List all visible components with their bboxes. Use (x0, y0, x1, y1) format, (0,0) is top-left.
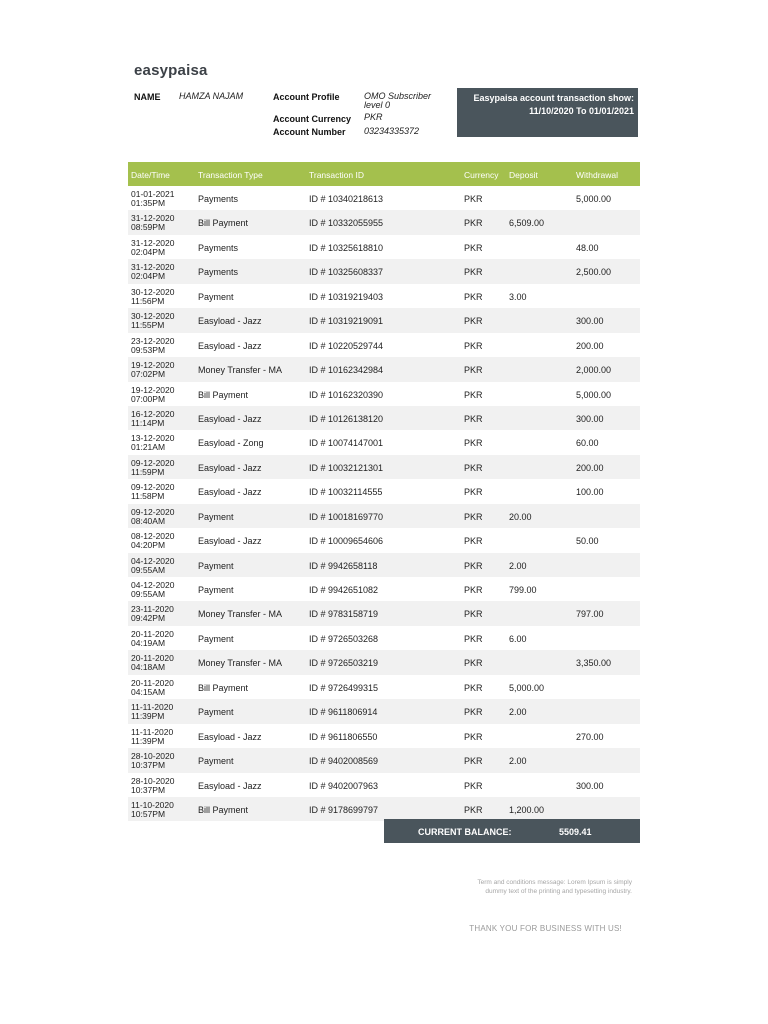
cell-date: 19-12-2020 (131, 360, 175, 371)
cell-transaction-id: ID # 9402007963 (309, 780, 379, 791)
cell-time: 01:21AM (131, 442, 166, 453)
cell-withdrawal: 5,000.00 (576, 389, 612, 400)
cell-date: 31-12-2020 (131, 213, 175, 224)
table-row (128, 553, 640, 577)
cell-date: 11-10-2020 (131, 799, 174, 810)
cell-date: 04-12-2020 (131, 580, 175, 590)
cell-time: 10:57PM (131, 808, 166, 819)
banner-date-range: 11/10/2020 To 01/01/2021 (529, 106, 634, 116)
cell-date: 09-12-2020 (131, 482, 175, 493)
header-transaction-type: Transaction Type (198, 170, 263, 180)
cell-transaction-type: Easyload - Jazz (198, 487, 262, 498)
table-row (128, 259, 640, 283)
cell-datetime (131, 190, 174, 208)
cell-currency: PKR (464, 291, 483, 302)
cell-transaction-type: Payment (198, 756, 234, 767)
cell-withdrawal: 300.00 (576, 780, 604, 791)
table-row (128, 577, 640, 601)
cell-date: 20-11-2020 (131, 628, 174, 639)
cell-transaction-type: Bill Payment (198, 389, 249, 400)
cell-transaction-type: Payment (198, 633, 234, 644)
cell-date: 20-11-2020 (131, 677, 174, 688)
cell-transaction-type: Easyload - Jazz (198, 780, 262, 791)
cell-datetime (131, 508, 174, 526)
cell-time: 09:55AM (131, 564, 166, 575)
cell-currency: PKR (464, 365, 483, 376)
table-row (128, 675, 640, 699)
current-balance-label: CURRENT BALANCE: (418, 827, 512, 837)
cell-transaction-type: Payment (198, 291, 234, 302)
cell-time: 11:14PM (131, 417, 165, 428)
cell-transaction-id: ID # 10162342984 (309, 365, 384, 376)
banner-title: Easypaisa account transaction show: (473, 93, 634, 103)
cell-transaction-id: ID # 10162320390 (309, 389, 384, 400)
cell-datetime (131, 679, 174, 697)
cell-datetime (131, 386, 174, 404)
cell-deposit: 6,509.00 (509, 218, 545, 229)
terms-message (452, 878, 632, 896)
cell-transaction-type: Bill Payment (198, 682, 249, 693)
cell-deposit: 6.00 (509, 633, 527, 644)
header-currency: Currency (464, 170, 499, 180)
cell-datetime (131, 777, 174, 795)
cell-datetime (131, 361, 174, 379)
table-row (128, 186, 640, 210)
cell-transaction-id: ID # 9178699797 (309, 804, 379, 815)
terms-line-2: dummy text of the printing and typesetting industry. (485, 888, 632, 895)
cell-transaction-type: Payment (198, 511, 234, 522)
cell-time: 04:15AM (131, 686, 166, 697)
cell-withdrawal: 50.00 (576, 536, 599, 547)
cell-withdrawal: 3,350.00 (576, 658, 612, 669)
cell-time: 09:42PM (131, 613, 166, 624)
account-currency-value: PKR (364, 112, 383, 122)
cell-deposit: 1,200.00 (509, 804, 545, 815)
cell-currency: PKR (464, 633, 483, 644)
cell-datetime (131, 483, 174, 501)
table-row (128, 748, 640, 772)
statement-period-banner (457, 88, 638, 137)
cell-withdrawal: 2,500.00 (576, 267, 612, 278)
cell-date: 20-11-2020 (131, 653, 174, 664)
table-row (128, 773, 640, 797)
cell-deposit: 2.00 (509, 756, 527, 767)
cell-date: 28-10-2020 (131, 751, 175, 762)
account-number-value: 03234335372 (364, 126, 420, 136)
cell-currency: PKR (464, 658, 483, 669)
cell-currency: PKR (464, 438, 483, 449)
cell-currency: PKR (464, 194, 483, 204)
cell-date: 30-12-2020 (131, 311, 175, 322)
cell-time: 11:58PM (131, 491, 165, 502)
cell-time: 04:20PM (131, 540, 166, 551)
name-label: NAME (134, 92, 161, 102)
cell-date: 30-12-2020 (131, 286, 175, 297)
cell-time: 11:59PM (131, 466, 165, 477)
cell-date: 09-12-2020 (131, 506, 175, 517)
cell-currency: PKR (464, 511, 483, 522)
table-row (128, 650, 640, 674)
table-row (128, 430, 640, 454)
transactions-table-body (128, 186, 640, 821)
transactions-table-header (128, 162, 640, 186)
cell-transaction-id: ID # 10126138120 (309, 413, 384, 424)
cell-transaction-id: ID # 9402008569 (309, 756, 379, 767)
cell-deposit: 20.00 (509, 511, 532, 522)
cell-date: 31-12-2020 (131, 237, 175, 248)
cell-date: 11-11-2020 (131, 702, 174, 713)
header-withdrawal: Withdrawal (576, 170, 619, 180)
cell-datetime (131, 752, 174, 770)
cell-date: 23-11-2020 (131, 604, 174, 615)
cell-time: 01:35PM (131, 198, 166, 208)
cell-currency: PKR (464, 487, 483, 498)
account-profile-value-line1: OMO Subscriber (364, 91, 432, 101)
current-balance-bar (384, 819, 640, 843)
cell-currency: PKR (464, 389, 483, 400)
table-row (128, 479, 640, 503)
cell-currency: PKR (464, 585, 483, 595)
cell-transaction-type: Money Transfer - MA (198, 365, 283, 376)
cell-datetime (131, 410, 174, 428)
table-row (128, 504, 640, 528)
cell-time: 10:37PM (131, 760, 166, 771)
cell-transaction-type: Payment (198, 707, 234, 718)
cell-deposit: 5,000.00 (509, 682, 545, 693)
table-row (128, 382, 640, 406)
cell-datetime (131, 801, 174, 819)
cell-withdrawal: 300.00 (576, 413, 604, 424)
cell-transaction-id: ID # 10032114555 (309, 487, 383, 498)
cell-transaction-id: ID # 9726499315 (309, 682, 379, 693)
cell-deposit: 799.00 (509, 585, 537, 595)
cell-datetime (131, 581, 174, 599)
cell-currency: PKR (464, 316, 483, 327)
cell-transaction-id: ID # 10325608337 (309, 267, 384, 278)
cell-transaction-id: ID # 9726503268 (309, 633, 379, 644)
cell-withdrawal: 200.00 (576, 340, 604, 351)
cell-date: 09-12-2020 (131, 457, 175, 468)
cell-datetime (131, 239, 174, 257)
cell-date: 28-10-2020 (131, 775, 175, 786)
cell-datetime (131, 703, 173, 721)
account-profile-value-line2: level 0 (364, 100, 391, 110)
cell-datetime (131, 605, 174, 623)
table-row (128, 210, 640, 234)
cell-transaction-id: ID # 10074147001 (309, 438, 384, 449)
cell-datetime (131, 214, 174, 232)
thank-you-note: THANK YOU FOR BUSINESS WITH US! (469, 924, 622, 933)
header-datetime: Date/Time (131, 170, 170, 180)
cell-transaction-type: Payments (198, 194, 239, 204)
cell-currency: PKR (464, 536, 483, 547)
cell-datetime (131, 434, 174, 452)
cell-date: 01-01-2021 (131, 189, 175, 199)
cell-time: 09:55AM (131, 589, 166, 599)
cell-datetime (131, 557, 174, 575)
cell-time: 11:39PM (131, 711, 165, 722)
cell-transaction-id: ID # 9611806550 (309, 731, 378, 742)
cell-time: 07:00PM (131, 393, 166, 404)
cell-transaction-id: ID # 9942658118 (309, 560, 378, 571)
cell-transaction-id: ID # 10332055955 (309, 218, 384, 229)
cell-time: 08:59PM (131, 222, 166, 233)
table-row (128, 406, 640, 430)
table-row (128, 235, 640, 259)
cell-currency: PKR (464, 707, 483, 718)
cell-transaction-id: ID # 10009654606 (309, 536, 384, 547)
table-row (128, 528, 640, 552)
cell-withdrawal: 797.00 (576, 609, 604, 620)
cell-withdrawal: 300.00 (576, 316, 604, 327)
cell-transaction-type: Easyload - Zong (198, 438, 264, 449)
cell-time: 10:37PM (131, 784, 166, 795)
cell-transaction-type: Payments (198, 267, 239, 278)
cell-currency: PKR (464, 731, 483, 742)
cell-date: 13-12-2020 (131, 433, 175, 444)
cell-time: 02:04PM (131, 271, 166, 282)
cell-transaction-type: Money Transfer - MA (198, 609, 283, 620)
table-row (128, 797, 640, 821)
cell-transaction-id: ID # 9611806914 (309, 707, 378, 718)
cell-withdrawal: 100.00 (576, 487, 604, 498)
cell-time: 04:19AM (131, 637, 166, 648)
cell-transaction-type: Money Transfer - MA (198, 658, 283, 669)
cell-time: 09:53PM (131, 344, 166, 355)
cell-currency: PKR (464, 462, 483, 473)
terms-line-1: Term and conditions message: Lorem Ipsum is simply (477, 879, 632, 886)
cell-currency: PKR (464, 560, 483, 571)
table-row (128, 601, 640, 625)
cell-transaction-id: ID # 10319219091 (309, 316, 384, 327)
cell-transaction-id: ID # 9726503219 (309, 658, 379, 669)
cell-datetime (131, 630, 174, 648)
cell-time: 11:39PM (131, 735, 165, 746)
cell-withdrawal: 2,000.00 (576, 365, 612, 376)
cell-date: 23-12-2020 (131, 335, 175, 346)
cell-transaction-id: ID # 10220529744 (309, 340, 384, 351)
cell-currency: PKR (464, 609, 483, 620)
cell-transaction-type: Easyload - Jazz (198, 536, 262, 547)
cell-time: 04:18AM (131, 662, 166, 673)
table-row (128, 699, 640, 723)
cell-transaction-type: Payment (198, 560, 234, 571)
cell-withdrawal: 5,000.00 (576, 194, 612, 204)
cell-withdrawal: 48.00 (576, 242, 599, 253)
header-deposit: Deposit (509, 170, 538, 180)
easypaisa-logo: easypaisa (134, 62, 208, 79)
cell-transaction-type: Payment (198, 585, 234, 595)
cell-date: 04-12-2020 (131, 555, 175, 566)
cell-time: 11:55PM (131, 320, 165, 331)
cell-currency: PKR (464, 340, 483, 351)
cell-time: 08:40AM (131, 515, 166, 526)
cell-currency: PKR (464, 756, 483, 767)
cell-date: 16-12-2020 (131, 408, 175, 419)
cell-currency: PKR (464, 218, 483, 229)
cell-datetime (131, 288, 174, 306)
table-row (128, 333, 640, 357)
cell-deposit: 2.00 (509, 707, 527, 718)
header-transaction-id: Transaction ID (309, 170, 364, 180)
cell-deposit: 2.00 (509, 560, 527, 571)
cell-datetime (131, 459, 174, 477)
cell-date: 31-12-2020 (131, 262, 175, 273)
table-row (128, 455, 640, 479)
cell-transaction-id: ID # 10319219403 (309, 291, 384, 302)
cell-date: 19-12-2020 (131, 384, 175, 395)
cell-datetime (131, 312, 174, 330)
cell-time: 11:56PM (131, 295, 165, 306)
cell-currency: PKR (464, 682, 483, 693)
cell-currency: PKR (464, 804, 483, 815)
account-profile-label: Account Profile (273, 92, 340, 102)
cell-transaction-id: ID # 10032121301 (309, 462, 384, 473)
current-balance-value: 5509.41 (559, 827, 592, 837)
cell-withdrawal: 270.00 (576, 731, 604, 742)
cell-datetime (131, 337, 174, 355)
account-number-label: Account Number (273, 127, 346, 137)
cell-currency: PKR (464, 242, 483, 253)
cell-transaction-type: Easyload - Jazz (198, 340, 262, 351)
cell-date: 11-11-2020 (131, 726, 174, 737)
cell-transaction-id: ID # 10018169770 (309, 511, 384, 522)
cell-currency: PKR (464, 413, 483, 424)
cell-transaction-type: Easyload - Jazz (198, 731, 262, 742)
cell-transaction-id: ID # 10340218613 (309, 194, 384, 204)
table-row (128, 284, 640, 308)
name-value: HAMZA NAJAM (179, 91, 244, 101)
cell-withdrawal: 200.00 (576, 462, 604, 473)
cell-transaction-type: Easyload - Jazz (198, 462, 262, 473)
cell-transaction-type: Easyload - Jazz (198, 413, 262, 424)
cell-datetime (131, 532, 174, 550)
cell-date: 08-12-2020 (131, 531, 175, 542)
cell-transaction-id: ID # 9783158719 (309, 609, 379, 620)
cell-datetime (131, 654, 174, 672)
account-currency-label: Account Currency (273, 114, 352, 124)
cell-transaction-id: ID # 9942651082 (309, 585, 379, 595)
cell-transaction-type: Bill Payment (198, 804, 249, 815)
cell-datetime (131, 263, 174, 281)
cell-currency: PKR (464, 780, 483, 791)
cell-time: 07:02PM (131, 369, 166, 380)
cell-transaction-type: Payments (198, 242, 239, 253)
cell-transaction-id: ID # 10325618810 (309, 242, 384, 253)
table-row (128, 724, 640, 748)
table-row (128, 308, 640, 332)
cell-transaction-type: Easyload - Jazz (198, 316, 262, 327)
cell-transaction-type: Bill Payment (198, 218, 249, 229)
cell-time: 02:04PM (131, 246, 166, 257)
cell-withdrawal: 60.00 (576, 438, 599, 449)
cell-deposit: 3.00 (509, 291, 527, 302)
cell-currency: PKR (464, 267, 483, 278)
cell-datetime (131, 728, 173, 746)
table-row (128, 357, 640, 381)
table-row (128, 626, 640, 650)
